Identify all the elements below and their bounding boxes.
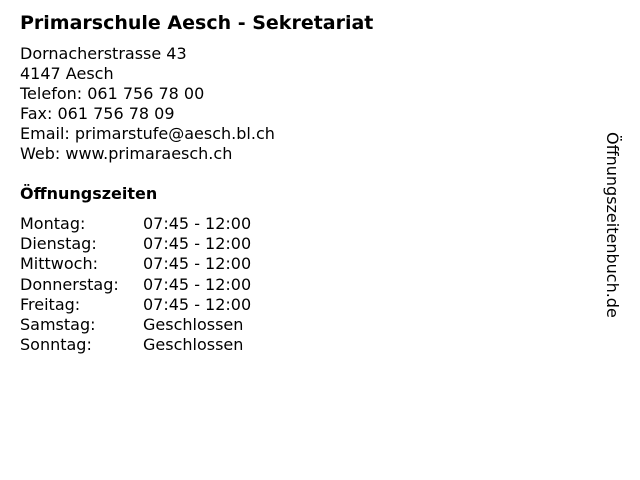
hours-time: 07:45 - 12:00 bbox=[143, 254, 252, 274]
hours-row-thursday bbox=[20, 275, 320, 295]
hours-day: Dienstag: bbox=[20, 234, 97, 254]
hours-row-monday bbox=[20, 214, 320, 234]
watermark-text: Öffnungszeitenbuch.de bbox=[603, 132, 622, 318]
hours-time: Geschlossen bbox=[143, 314, 244, 334]
hours-row-friday bbox=[20, 295, 320, 315]
hours-day: Freitag: bbox=[20, 294, 81, 314]
hours-day: Donnerstag: bbox=[20, 274, 119, 294]
email-address: Email: primarstufe@aesch.bl.ch bbox=[20, 124, 275, 143]
hours-day: Sonntag: bbox=[20, 335, 92, 355]
page-title: Primarschule Aesch - Sekretariat bbox=[20, 12, 374, 34]
hours-row-tuesday bbox=[20, 234, 320, 254]
hours-time: 07:45 - 12:00 bbox=[143, 214, 252, 233]
phone-number: Telefon: 061 756 78 00 bbox=[20, 84, 205, 103]
hours-time: 07:45 - 12:00 bbox=[143, 274, 252, 294]
website-address: Web: www.primaraesch.ch bbox=[20, 144, 233, 163]
hours-row-sunday bbox=[20, 335, 320, 355]
street-address: Dornacherstrasse 43 bbox=[20, 44, 187, 63]
hours-row-saturday bbox=[20, 315, 320, 335]
hours-time: 07:45 - 12:00 bbox=[143, 234, 252, 254]
hours-day: Samstag: bbox=[20, 314, 96, 334]
city-address: 4147 Aesch bbox=[20, 64, 114, 83]
hours-heading: Öffnungszeiten bbox=[20, 184, 158, 203]
hours-day: Mittwoch: bbox=[20, 254, 98, 274]
hours-time: 07:45 - 12:00 bbox=[143, 294, 252, 314]
contact-block bbox=[20, 44, 275, 164]
hours-row-wednesday bbox=[20, 254, 320, 274]
hours-day: Montag: bbox=[20, 214, 86, 233]
opening-hours-table bbox=[20, 214, 320, 355]
hours-time: Geschlossen bbox=[143, 335, 244, 355]
fax-number: Fax: 061 756 78 09 bbox=[20, 104, 175, 123]
